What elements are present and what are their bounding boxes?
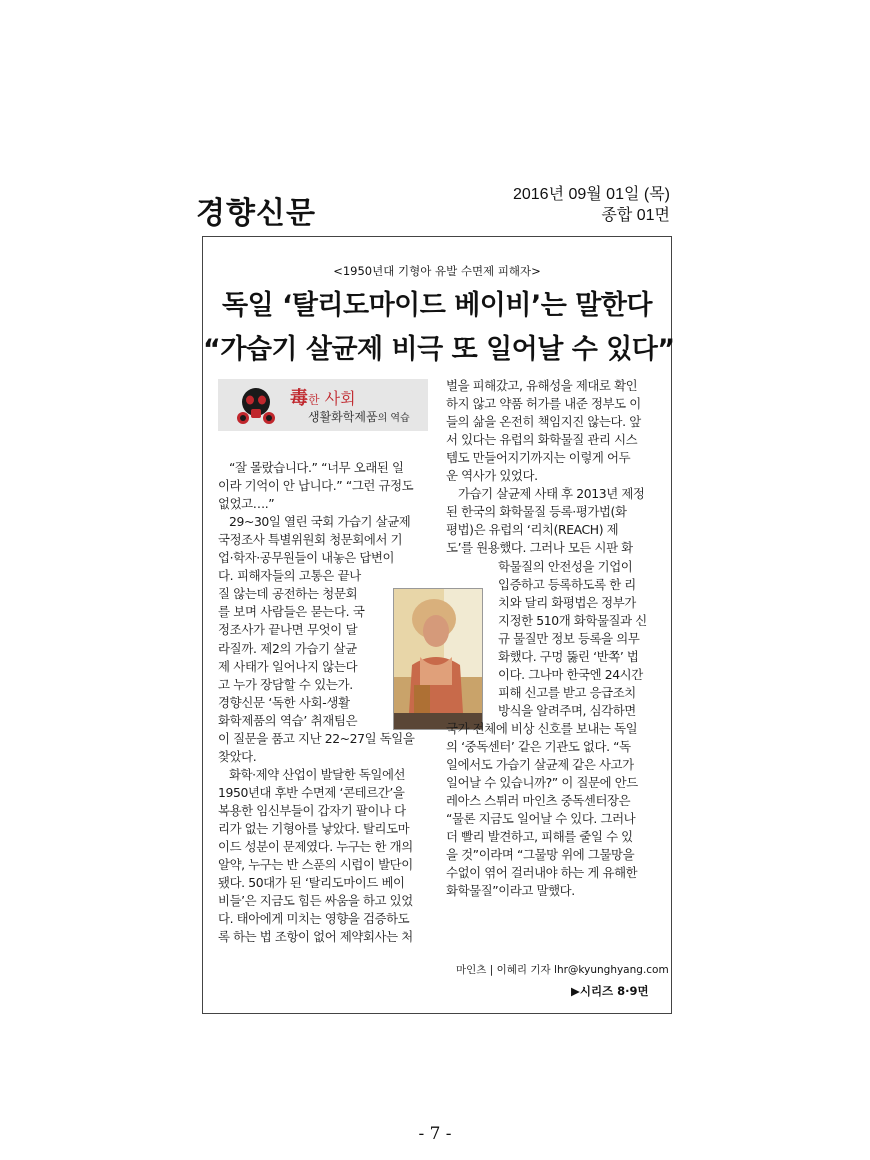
- article-text-line: 알약, 누구는 반 스푼의 시럽이 발단이: [218, 857, 413, 873]
- article-text-line: 템도 만들어지기까지는 이렇게 어두: [446, 450, 631, 466]
- article-text-line: 피해 신고를 받고 응급조치: [498, 684, 636, 700]
- article-text-line: 1950년대 후반 수면제 ‘콘테르간’을: [218, 784, 405, 800]
- masthead: 경향신문: [196, 196, 316, 231]
- article-text-line: 일어날 수 있습니까?” 이 질문에 안드: [446, 775, 638, 791]
- article-text-line: 이 질문을 품고 지난 22~27일 독일을: [218, 730, 415, 746]
- article-text-line: 복용한 임신부들이 갑자기 팔이나 다: [218, 802, 406, 818]
- article-text-line: 서 있다는 유럽의 화학물질 관리 시스: [446, 432, 638, 448]
- article-text-line: 됐다. 50대가 된 ‘탈리도마이드 베이: [218, 875, 405, 891]
- article-text-line: 레아스 스튀러 마인츠 중독센터장은: [446, 793, 631, 809]
- article-text-line: 운 역사가 있었다.: [446, 468, 538, 484]
- banner-title-rest: 사회: [319, 389, 356, 408]
- article-text-line: 을 것”이라며 “그물망 위에 그물망을: [446, 847, 635, 863]
- article-text-line: 정조사가 끝나면 무엇이 달: [218, 622, 358, 638]
- article-text-line: 이드 성분이 문제였다. 누구는 한 개의: [218, 839, 413, 855]
- section-page: 종합 01면: [601, 207, 670, 224]
- article-text-line: 규 물질만 정보 등록을 의무: [498, 630, 640, 646]
- article-text-line: 제 사태가 일어나지 않는다: [218, 658, 358, 674]
- article-text-line: 들의 삶을 온전히 책임지진 않는다. 앞: [446, 414, 641, 430]
- article-text-line: 된 한국의 화학물질 등록·평가법(화: [446, 504, 627, 520]
- banner-title-small: 한: [308, 393, 320, 407]
- article-text-line: 수없이 엮어 걸러내야 하는 게 유해한: [446, 865, 638, 881]
- article-text-line: 일에서도 가습기 살균제 같은 사고가: [446, 757, 634, 773]
- banner-subtitle-tail: 의 역습: [377, 413, 410, 424]
- interview-photo: [393, 588, 483, 730]
- dateline: [513, 184, 670, 226]
- photo-image: [394, 589, 482, 729]
- byline: 마인츠 | 이혜리 기자 lhr@kyunghyang.com: [456, 964, 669, 976]
- article-text-line: 를 보며 사람들은 묻는다. 국: [218, 604, 365, 620]
- headline-line-2: “가습기 살균제 비극 또 일어날 수 있다”: [203, 334, 675, 365]
- article-text-line: 고 누가 장담할 수 있는가.: [218, 676, 353, 692]
- article-text-line: 다. 태아에게 미치는 영향을 검증하도: [218, 911, 410, 927]
- article-text-line: 화했다. 구멍 뚫린 ‘반쪽’ 법: [498, 648, 639, 664]
- banner-subtitle: [308, 408, 410, 425]
- series-banner: [218, 379, 428, 431]
- page-number: - 7 -: [418, 1124, 452, 1144]
- article-text-line: 비들’은 지금도 힘든 싸움을 하고 있었: [218, 893, 413, 909]
- article-text-line: 학물질의 안전성을 기업이: [498, 558, 633, 574]
- article-text-line: 이다. 그나마 한국엔 24시간: [498, 666, 643, 682]
- banner-title-main: 毒: [290, 388, 308, 409]
- article-text-line: 업·학자·공무원들이 내놓은 답변이: [218, 550, 395, 566]
- article-text-line: 29~30일 열린 국회 가습기 살균제: [229, 514, 411, 530]
- article-kicker: <1950년대 기형아 유발 수면제 피해자>: [333, 264, 541, 278]
- article-text-line: 평법)은 유럽의 ‘리치(REACH) 제: [446, 522, 619, 538]
- article-text-line: 다. 피해자들의 고통은 끝나: [218, 568, 361, 584]
- article-text-line: 라질까. 제2의 가습기 살균: [218, 640, 357, 656]
- article-text-line: “잘 몰랐습니다.” “너무 오래된 일: [229, 460, 404, 475]
- article-text-line: 질 않는데 공전하는 청문회: [218, 586, 358, 602]
- series-reference: ▶시리즈 8·9면: [571, 984, 649, 998]
- article-text-line: 화학제품의 역습’ 취재팀은: [218, 712, 358, 728]
- banner-title: [290, 384, 356, 410]
- gas-mask-icon: [234, 385, 278, 427]
- article-clipping: [202, 236, 675, 1014]
- article-text-line: 지정한 510개 화학물질과 신: [498, 612, 647, 628]
- article-text-line: 더 빨리 발견하고, 피해를 줄일 수 있: [446, 829, 633, 845]
- publish-date: 2016년 09월 01일 (목): [512, 186, 670, 203]
- article-text-line: 이라 기억이 안 납니다.” “그런 규정도: [218, 478, 414, 494]
- headline-line-1: 독일 ‘탈리도마이드 베이비’는 말한다: [222, 290, 652, 321]
- article-text-line: 입증하고 등록하도록 한 리: [498, 576, 636, 592]
- banner-subtitle-main: 생활화학제품: [308, 410, 378, 424]
- article-text-line: 도’를 원용했다. 그러나 모든 시판 화: [446, 540, 633, 556]
- article-text-line: 화학물질”이라고 말했다.: [446, 883, 575, 899]
- article-text-line: 치와 달리 화평법은 정부가: [498, 594, 636, 610]
- article-text-line: 경향신문 ‘독한 사회-생활: [218, 694, 350, 710]
- article-text-line: “물론 지금도 일어날 수 있다. 그러나: [446, 811, 636, 827]
- article-text-line: 방식을 알려주며, 심각하면: [498, 702, 636, 718]
- article-text-line: 가습기 살균제 사태 후 2013년 제정: [458, 486, 645, 502]
- article-text-line: 찾았다.: [218, 748, 257, 764]
- article-text-line: 하지 않고 약품 허가를 내준 정부도 이: [446, 396, 641, 412]
- article-text-line: 화학·제약 산업이 발달한 독일에선: [229, 766, 406, 782]
- article-text-line: 없었고….”: [218, 496, 275, 512]
- article-text-line: 국가 전체에 비상 신호를 보내는 독일: [446, 720, 638, 736]
- article-text-line: 의 ‘중독센터’ 같은 기관도 없다. “독: [446, 739, 631, 754]
- article-text-line: 국정조사 특별위원회 청문회에서 기: [218, 532, 403, 548]
- article-text-line: 리가 없는 기형아를 낳았다. 탈리도마: [218, 821, 410, 836]
- article-text-line: 벌을 피해갔고, 유해성을 제대로 확인: [446, 378, 638, 393]
- article-text-line: 록 하는 법 조항이 없어 제약회사는 처: [218, 929, 413, 945]
